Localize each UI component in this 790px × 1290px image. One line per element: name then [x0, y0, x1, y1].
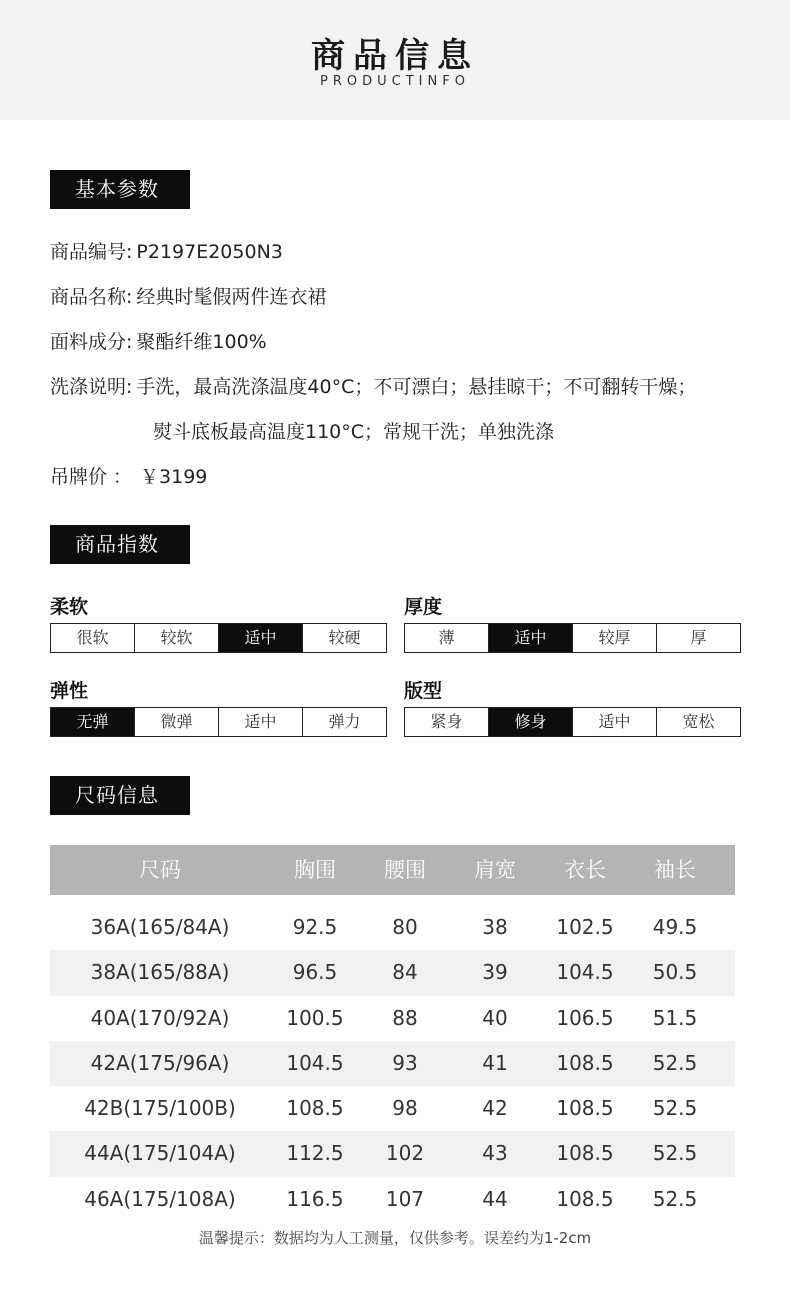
header-cell: 腰围 [384, 858, 426, 882]
index-option: 很软 [51, 624, 135, 652]
index-title-elasticity: 弹性 [50, 680, 89, 702]
section-tag-basic: 基本参数 [50, 170, 190, 209]
table-cell: 116.5 [286, 1186, 344, 1211]
param-value: 熨斗底板最高温度110°C；常规干洗；单独洗涤 [153, 421, 555, 443]
param-value: P2197E2050N3 [136, 241, 283, 263]
table-cell: 98 [392, 1096, 418, 1121]
table-cell: 39 [482, 960, 508, 985]
table-cell: 84 [392, 960, 418, 985]
table-row [50, 905, 735, 950]
header-cell: 袖长 [654, 858, 696, 882]
header-cell: 衣长 [564, 858, 606, 882]
size-table-header [50, 845, 735, 895]
index-bar-fit [404, 707, 741, 737]
table-cell: 102 [385, 1141, 425, 1166]
index-option: 薄 [405, 624, 489, 652]
table-row [50, 1131, 735, 1176]
index-option-selected: 适中 [219, 624, 303, 652]
header-cell: 胸围 [294, 858, 336, 882]
table-cell: 44A(175/104A) [84, 1141, 236, 1166]
table-cell: 88 [392, 1005, 418, 1030]
table-cell: 40A(170/92A) [90, 1005, 230, 1030]
param-value: 聚酯纤维100% [136, 331, 267, 353]
header-cell: 肩宽 [474, 858, 516, 882]
table-cell: 93 [392, 1050, 418, 1075]
table-cell: 50.5 [652, 960, 698, 985]
table-cell: 42A(175/96A) [90, 1050, 230, 1075]
table-row [50, 1041, 735, 1086]
table-cell: 46A(175/108A) [84, 1186, 236, 1211]
param-row-fabric [50, 327, 267, 354]
table-cell: 38 [482, 915, 508, 939]
param-row-wash-cont [153, 417, 554, 444]
param-label: 商品名称: [50, 286, 133, 308]
table-cell: 43 [482, 1141, 508, 1166]
index-option: 微弹 [135, 708, 219, 736]
index-bar-elasticity [50, 707, 387, 737]
index-option: 较硬 [328, 628, 361, 647]
table-cell: 42 [482, 1096, 508, 1121]
index-option: 厚 [690, 628, 707, 647]
page-title: 商品信息 [311, 36, 479, 76]
table-cell: 42B(175/100B) [84, 1096, 236, 1121]
index-option: 较厚 [573, 624, 657, 652]
table-cell: 112.5 [286, 1141, 344, 1166]
param-value: 经典时髦假两件连衣裙 [136, 286, 327, 308]
param-label: 商品编号: [50, 241, 133, 263]
size-table-body [50, 905, 735, 1222]
page-subtitle: PRODUCTINFO [320, 74, 470, 89]
table-cell: 108.5 [556, 1186, 614, 1211]
index-title-thickness: 厚度 [404, 596, 443, 618]
param-label: 洗涤说明: [50, 376, 133, 398]
table-cell: 52.5 [652, 1050, 698, 1075]
table-cell: 52.5 [652, 1096, 698, 1121]
table-cell: 96.5 [292, 960, 338, 985]
table-cell: 52.5 [652, 1186, 698, 1211]
table-cell: 52.5 [652, 1141, 698, 1166]
header-cell: 尺码 [139, 858, 181, 882]
size-table [50, 845, 735, 1222]
size-tip: 温馨提示：数据均为人工测量，仅供参考。误差约为1-2cm [198, 1229, 592, 1247]
index-option-selected: 适中 [489, 624, 573, 652]
table-cell: 80 [392, 915, 418, 939]
table-cell: 41 [482, 1050, 508, 1075]
page-header [0, 0, 790, 120]
table-cell: 108.5 [286, 1096, 344, 1121]
param-value: 手洗，最高洗涤温度40°C；不可漂白；悬挂晾干；不可翻转干燥； [136, 376, 697, 398]
table-cell: 104.5 [286, 1050, 344, 1075]
param-label: 吊牌价 ： [50, 466, 133, 488]
param-label: 面料成分: [50, 331, 133, 353]
table-cell: 106.5 [556, 1005, 614, 1030]
index-option-selected: 无弹 [51, 708, 135, 736]
param-value: ￥3199 [140, 466, 208, 488]
index-bar-softness [50, 623, 387, 653]
table-row [50, 996, 735, 1041]
table-row [50, 950, 735, 995]
index-bar-thickness [404, 623, 741, 653]
table-cell: 108.5 [556, 1141, 614, 1166]
table-cell: 108.5 [556, 1096, 614, 1121]
table-cell: 38A(165/88A) [90, 960, 230, 985]
index-option: 适中 [573, 708, 657, 736]
section-tag-index: 商品指数 [50, 525, 190, 564]
section-tag-size: 尺码信息 [50, 776, 190, 815]
index-option-selected: 修身 [489, 708, 573, 736]
table-cell: 92.5 [292, 915, 338, 939]
table-cell: 102.5 [556, 915, 614, 939]
param-row-wash [50, 372, 696, 399]
table-cell: 36A(165/84A) [90, 915, 230, 939]
index-option: 紧身 [405, 708, 489, 736]
param-row-price [50, 462, 207, 489]
param-row-code [50, 237, 283, 264]
table-cell: 107 [385, 1186, 425, 1211]
param-row-name [50, 282, 326, 309]
table-cell: 100.5 [286, 1005, 344, 1030]
table-row [50, 1177, 735, 1222]
index-option: 适中 [219, 708, 303, 736]
table-cell: 51.5 [652, 1005, 698, 1030]
index-title-fit: 版型 [404, 680, 443, 702]
index-option: 弹力 [328, 712, 361, 731]
table-cell: 49.5 [652, 915, 698, 939]
table-row [50, 1086, 735, 1131]
table-cell: 104.5 [556, 960, 614, 985]
index-option: 较软 [135, 624, 219, 652]
index-title-softness: 柔软 [50, 596, 89, 618]
table-cell: 40 [482, 1005, 508, 1030]
table-cell: 44 [482, 1186, 508, 1211]
index-option: 宽松 [682, 712, 715, 731]
table-cell: 108.5 [556, 1050, 614, 1075]
